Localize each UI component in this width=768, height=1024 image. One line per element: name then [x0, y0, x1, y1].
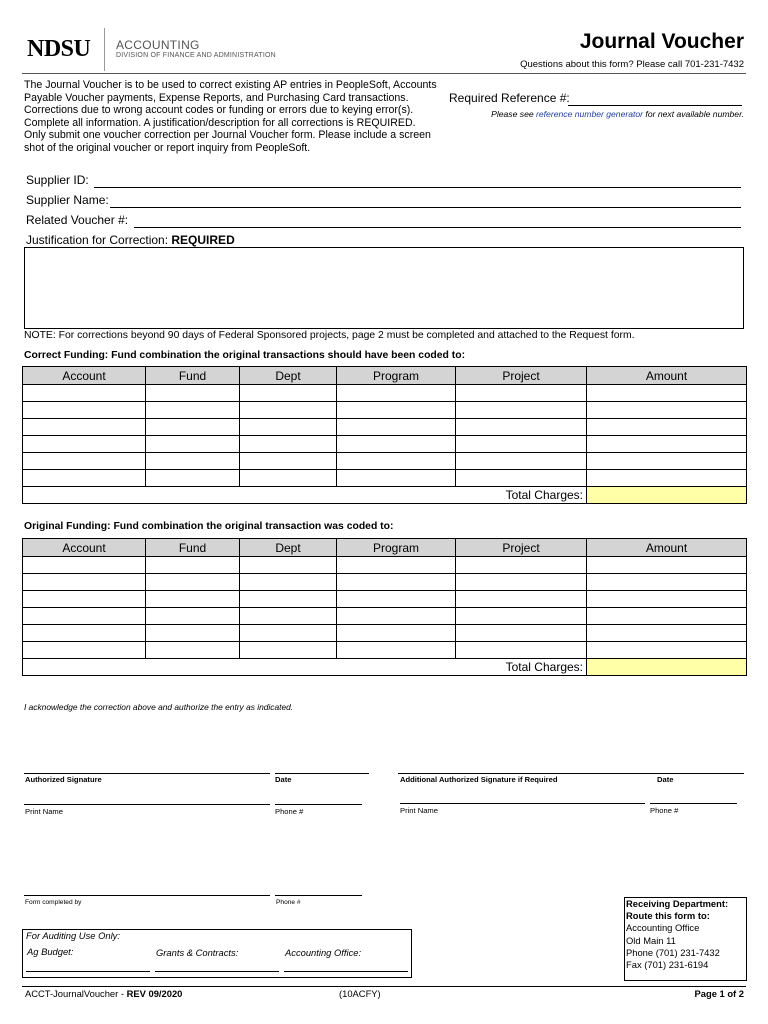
supplier-id-field[interactable] — [94, 187, 741, 188]
acknowledgement-text: I acknowledge the correction above and authorize the entry as indicated. — [24, 702, 294, 712]
reference-number-generator-link[interactable]: reference number generator — [536, 109, 644, 119]
justification-label-text: Justification for Correction: — [26, 233, 172, 247]
receiving-office: Accounting Office — [626, 922, 700, 934]
ag-budget-field[interactable] — [26, 971, 150, 972]
form-completed-by-field[interactable] — [24, 895, 270, 896]
date-label: Date — [275, 775, 292, 784]
fund-cell[interactable] — [146, 436, 240, 453]
dept-cell[interactable] — [240, 385, 337, 402]
print-name-label-2: Print Name — [400, 806, 438, 815]
supplier-name-field[interactable] — [110, 207, 741, 208]
dept-cell[interactable] — [240, 625, 337, 642]
amount-cell[interactable] — [587, 557, 747, 574]
amount-cell[interactable] — [587, 402, 747, 419]
account-cell[interactable] — [23, 385, 146, 402]
fund-cell[interactable] — [146, 402, 240, 419]
total-charges-label: Total Charges: — [23, 487, 587, 504]
program-cell[interactable] — [337, 608, 456, 625]
intro-line: Payable Voucher payments, Expense Reports, and Purchasing Card transactions. — [24, 91, 409, 104]
program-cell[interactable] — [337, 557, 456, 574]
intro-line: Complete all information. A justification/description for all corrections is REQUIRED. — [24, 116, 416, 129]
amount-cell[interactable] — [587, 453, 747, 470]
program-cell[interactable] — [337, 470, 456, 487]
intro-line: The Journal Voucher is to be used to correct existing AP entries in PeopleSoft, Accounts — [24, 79, 437, 91]
table-row — [23, 591, 747, 608]
fund-cell[interactable] — [146, 625, 240, 642]
account-cell[interactable] — [23, 419, 146, 436]
project-cell[interactable] — [456, 402, 587, 419]
footer-code: (10ACFY) — [339, 988, 381, 999]
receiving-department-heading: Receiving Department: — [626, 898, 729, 909]
related-voucher-field[interactable] — [134, 227, 741, 228]
footer-rule — [22, 986, 746, 987]
reference-note — [491, 109, 744, 119]
table-row — [23, 419, 747, 436]
table-header-row — [23, 367, 747, 385]
column-header-dept: Dept — [240, 539, 337, 557]
column-header-amount: Amount — [587, 367, 747, 385]
amount-cell[interactable] — [587, 591, 747, 608]
column-header-fund: Fund — [146, 539, 240, 557]
total-charges-field[interactable] — [587, 487, 747, 504]
table-row — [23, 574, 747, 591]
column-header-dept: Dept — [240, 367, 337, 385]
fund-cell[interactable] — [146, 591, 240, 608]
reference-note-prefix: Please see — [491, 109, 537, 119]
form-id: ACCT-JournalVoucher - — [25, 988, 127, 999]
dept-cell[interactable] — [240, 453, 337, 470]
account-cell[interactable] — [23, 574, 146, 591]
program-cell[interactable] — [337, 436, 456, 453]
phone-label-3: Phone # — [276, 899, 301, 906]
column-header-amount: Amount — [587, 539, 747, 557]
project-cell[interactable] — [456, 385, 587, 402]
column-header-program: Program — [337, 367, 456, 385]
required-reference-field[interactable] — [568, 105, 742, 106]
authorized-signature-label: Authorized Signature — [25, 775, 102, 784]
column-header-project: Project — [456, 367, 587, 385]
account-cell[interactable] — [23, 436, 146, 453]
fund-cell[interactable] — [146, 419, 240, 436]
justification-textarea[interactable] — [24, 247, 744, 329]
ag-budget-label: Ag Budget: — [27, 946, 74, 957]
column-header-account: Account — [23, 539, 146, 557]
table-row — [23, 470, 747, 487]
project-cell[interactable] — [456, 436, 587, 453]
table-row — [23, 642, 747, 659]
account-cell[interactable] — [23, 591, 146, 608]
program-cell[interactable] — [337, 591, 456, 608]
required-reference-label: Required Reference #: — [449, 91, 570, 105]
program-cell[interactable] — [337, 402, 456, 419]
form-title: Journal Voucher — [579, 30, 744, 53]
dept-cell[interactable] — [240, 470, 337, 487]
form-revision: REV 09/2020 — [126, 988, 183, 999]
print-name-field-2[interactable] — [400, 803, 645, 804]
intro-line: shot of the original voucher or report inquiry from PeopleSoft. — [24, 141, 311, 154]
amount-cell[interactable] — [587, 436, 747, 453]
account-cell[interactable] — [23, 642, 146, 659]
account-cell[interactable] — [23, 608, 146, 625]
amount-cell[interactable] — [587, 385, 747, 402]
project-cell[interactable] — [456, 453, 587, 470]
table-row — [23, 436, 747, 453]
print-name-field[interactable] — [24, 804, 270, 805]
column-header-program: Program — [337, 539, 456, 557]
related-voucher-label: Related Voucher #: — [26, 213, 129, 227]
fund-cell[interactable] — [146, 642, 240, 659]
dept-cell[interactable] — [240, 591, 337, 608]
federal-note: NOTE: For corrections beyond 90 days of Federal Sponsored projects, page 2 must be completed and attached to the Request form. — [24, 330, 635, 341]
form-completed-by-label: Form completed by — [25, 899, 82, 906]
phone-label-2: Phone # — [650, 806, 679, 815]
logo-accounting: ACCOUNTING — [116, 38, 200, 52]
project-cell[interactable] — [456, 591, 587, 608]
amount-cell[interactable] — [587, 470, 747, 487]
program-cell[interactable] — [337, 419, 456, 436]
receiving-location: Old Main 11 — [626, 934, 676, 946]
correct-funding-table — [22, 366, 747, 504]
intro-line: Corrections due to wrong account codes or funding or errors due to keying error(s). — [24, 104, 414, 117]
program-cell[interactable] — [337, 453, 456, 470]
phone-field-2[interactable] — [650, 803, 737, 804]
logo-divider — [104, 28, 105, 71]
program-cell[interactable] — [337, 625, 456, 642]
fund-cell[interactable] — [146, 557, 240, 574]
date-label-2: Date — [657, 775, 674, 784]
table-row — [23, 608, 747, 625]
dept-cell[interactable] — [240, 436, 337, 453]
project-cell[interactable] — [456, 625, 587, 642]
account-cell[interactable] — [23, 402, 146, 419]
original-funding-title: Original Funding: Fund combination the original transaction was coded to: — [24, 521, 394, 532]
phone-field-3[interactable] — [275, 895, 362, 896]
intro-text — [24, 79, 449, 155]
dept-cell[interactable] — [240, 402, 337, 419]
total-row — [23, 487, 747, 504]
account-cell[interactable] — [23, 453, 146, 470]
intro-line: Only submit one voucher correction per Journal Voucher form. Please include a screen — [24, 129, 431, 142]
reference-note-suffix: for next available number. — [643, 109, 744, 119]
dept-cell[interactable] — [240, 557, 337, 574]
fund-cell[interactable] — [146, 470, 240, 487]
supplier-name-label: Supplier Name: — [26, 193, 109, 207]
correct-funding-title: Correct Funding: Fund combination the original transactions should have been coded to: — [24, 350, 466, 361]
fund-cell[interactable] — [146, 385, 240, 402]
table-row — [23, 557, 747, 574]
supplier-id-label: Supplier ID: — [26, 173, 89, 187]
project-cell[interactable] — [456, 642, 587, 659]
project-cell[interactable] — [456, 574, 587, 591]
phone-field[interactable] — [275, 804, 362, 805]
amount-cell[interactable] — [587, 625, 747, 642]
column-header-fund: Fund — [146, 367, 240, 385]
route-form-heading: Route this form to: — [626, 910, 710, 922]
fund-cell[interactable] — [146, 453, 240, 470]
table-row — [23, 402, 747, 419]
project-cell[interactable] — [456, 608, 587, 625]
authorized-signature-field[interactable] — [24, 773, 270, 774]
amount-cell[interactable] — [587, 419, 747, 436]
ndsu-logo: NDSU — [27, 36, 91, 62]
project-cell[interactable] — [456, 557, 587, 574]
dept-cell[interactable] — [240, 574, 337, 591]
total-row — [23, 659, 747, 676]
dept-cell[interactable] — [240, 419, 337, 436]
dept-cell[interactable] — [240, 642, 337, 659]
fund-cell[interactable] — [146, 608, 240, 625]
additional-signature-field[interactable] — [398, 773, 744, 774]
total-charges-label: Total Charges: — [23, 659, 587, 676]
account-cell[interactable] — [23, 625, 146, 642]
table-row — [23, 453, 747, 470]
total-charges-field[interactable] — [587, 659, 747, 676]
justification-required: REQUIRED — [171, 233, 235, 247]
dept-cell[interactable] — [240, 608, 337, 625]
phone-label: Phone # — [275, 807, 304, 816]
program-cell[interactable] — [337, 574, 456, 591]
date-field[interactable] — [275, 773, 369, 774]
column-header-account: Account — [23, 367, 146, 385]
grants-contracts-label: Grants & Contracts: — [156, 947, 239, 958]
receiving-phone: Phone (701) 231-7432 — [626, 946, 720, 958]
logo-division: DIVISION OF FINANCE AND ADMINISTRATION — [116, 52, 276, 59]
header-rule — [22, 73, 746, 74]
table-row — [23, 625, 747, 642]
grants-contracts-field[interactable] — [155, 971, 279, 972]
project-cell[interactable] — [456, 470, 587, 487]
receiving-department-box — [624, 897, 747, 981]
additional-signature-label: Additional Authorized Signature if Required — [400, 775, 558, 784]
accounting-office-label: Accounting Office: — [285, 947, 362, 958]
program-cell[interactable] — [337, 642, 456, 659]
amount-cell[interactable] — [587, 574, 747, 591]
print-name-label: Print Name — [25, 807, 63, 816]
accounting-office-field[interactable] — [284, 971, 408, 972]
column-header-project: Project — [456, 539, 587, 557]
fund-cell[interactable] — [146, 574, 240, 591]
receiving-fax: Fax (701) 231-6194 — [626, 959, 709, 971]
table-row — [23, 385, 747, 402]
program-cell[interactable] — [337, 385, 456, 402]
questions-contact: Questions about this form? Please call 701-231-7432 — [520, 59, 744, 70]
page-number: Page 1 of 2 — [694, 988, 744, 999]
account-cell[interactable] — [23, 557, 146, 574]
justification-label — [26, 233, 235, 247]
original-funding-table — [22, 538, 747, 676]
amount-cell[interactable] — [587, 608, 747, 625]
table-header-row — [23, 539, 747, 557]
auditing-title: For Auditing Use Only: — [26, 930, 120, 941]
project-cell[interactable] — [456, 419, 587, 436]
amount-cell[interactable] — [587, 642, 747, 659]
account-cell[interactable] — [23, 470, 146, 487]
footer-form-id — [25, 988, 182, 999]
